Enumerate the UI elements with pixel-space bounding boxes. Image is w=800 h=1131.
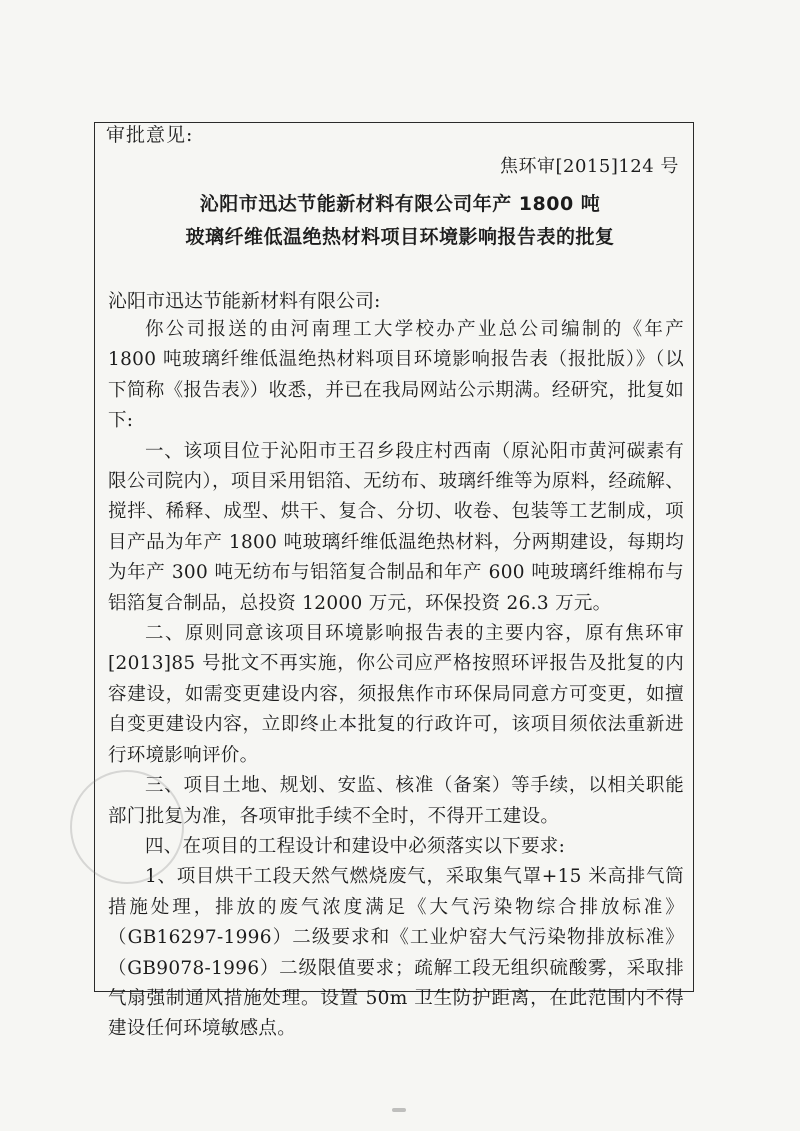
document-body xyxy=(108,315,684,1045)
paragraph-item-2: 二、原则同意该项目环境影响报告表的主要内容，原有焦环审[2013]85 号批文不再实施，你公司应严格按照环评报告及批复的内容建设，如需变更建设内容，须报焦作市环保局同意方可变更，如擅自变更建设内容，立即终止本批复的行政许可，该项目须依法重新进行环境影响评价。 xyxy=(108,623,684,766)
addressee: 沁阳市迅达节能新材料有限公司: xyxy=(108,290,381,312)
document-number: 焦环审[2015]124 号 xyxy=(500,156,679,177)
section-label: 审批意见: xyxy=(106,124,194,146)
paragraph-item-4: 四、在项目的工程设计和建设中必须落实以下要求: xyxy=(145,835,566,857)
paragraph-intro: 你公司报送的由河南理工大学校办产业总公司编制的《年产 1800 吨玻璃纤维低温绝热材料项目环境影响报告表（报批版）》（以下简称《报告表》）收悉，并已在我局网站公示期满。经研究，批复如下: xyxy=(108,319,684,432)
document-title-line-1: 沁阳市迅达节能新材料有限公司年产 1800 吨 xyxy=(199,193,601,215)
paragraph-item-1: 一、该项目位于沁阳市王召乡段庄村西南（原沁阳市黄河碳素有限公司院内），项目采用铝箔、无纺布、玻璃纤维等为原料，经疏解、搅拌、稀释、成型、烘干、复合、分切、收卷、包装等工艺制成，项目产品为年产 1800 吨玻璃纤维低温绝热材料，分两期建设，每期均为年产 300 吨无纺布与铝箔复合制品和年产 600 吨玻璃纤维棉布与铝箔复合制品，总投资 12000 万元，环保投资 26.3 万元。 xyxy=(108,440,684,614)
paragraph-item-4-1: 1、项目烘干工段天然气燃烧废气，采取集气罩+15 米高排气筒措施处理，排放的废气浓度满足《大气污染物综合排放标准》（GB16297-1996）二级要求和《工业炉窑大气污染物排放标准》（GB9078-1996）二级限值要求；疏解工段无组织硫酸雾，采取排气扇强制通风措施处理。设置 50m 卫生防护距离，在此范围内不得建设任何环境敏感点。 xyxy=(108,866,684,1040)
paragraph-item-3: 三、项目土地、规划、安监、核准（备案）等手续，以相关职能部门批复为准，各项审批手续不全时，不得开工建设。 xyxy=(108,775,684,827)
page-mark xyxy=(392,1108,406,1112)
document-title-line-2: 玻璃纤维低温绝热材料项目环境影响报告表的批复 xyxy=(185,226,615,248)
